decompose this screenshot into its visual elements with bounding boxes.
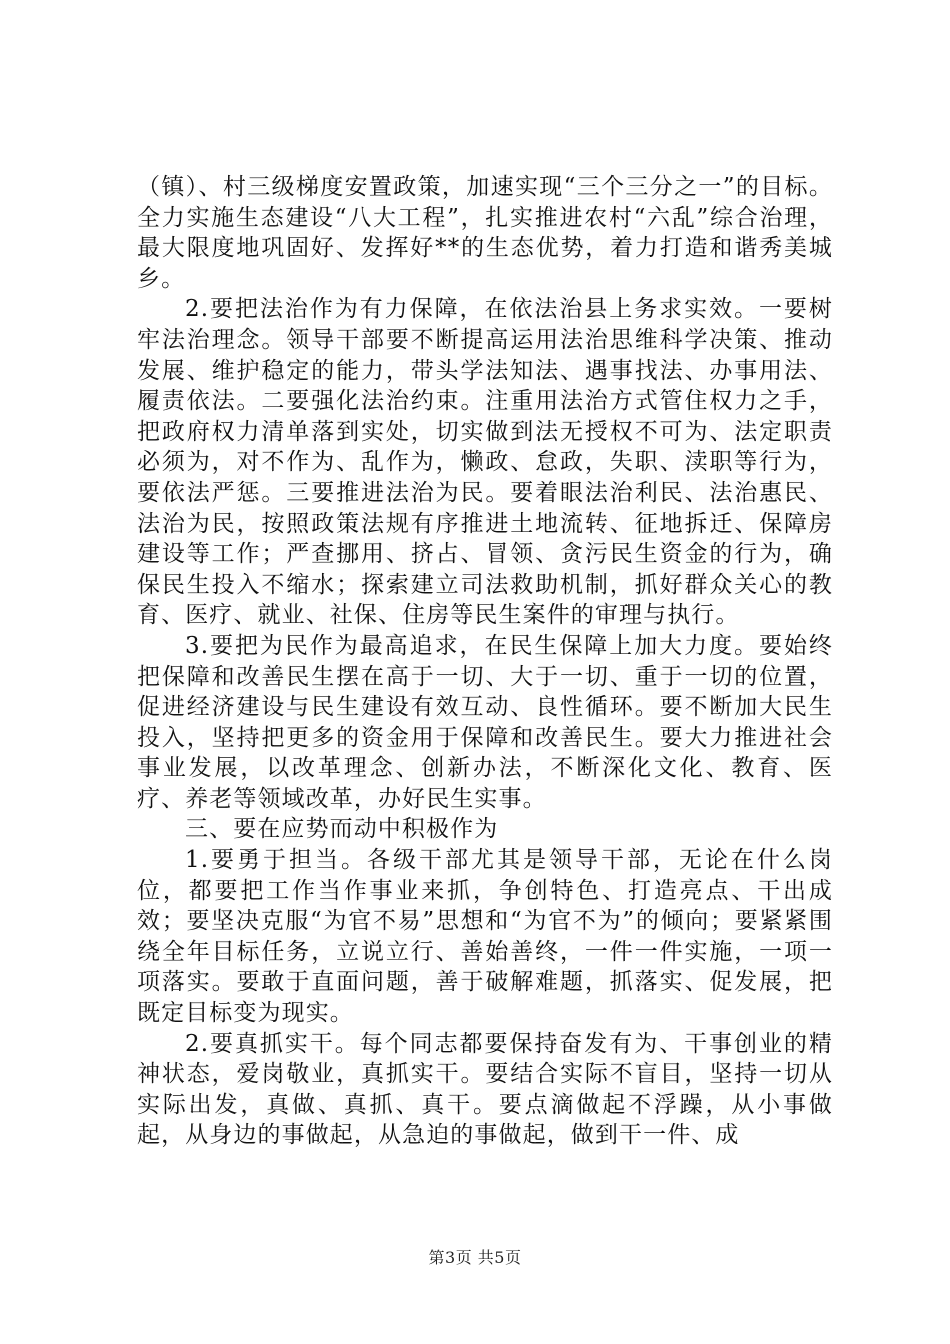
- paragraph-rule-of-law: 2.要把法治作为有力保障，在依法治县上务求实效。一要树牢法治理念。领导干部要不断提高运用法治思维科学决策、推动发展、维护稳定的能力，带头学法知法、遇事找法、办事用法、履责依法。二要强化法治约束。注重用法治方式管住权力之手，把政府权力清单落到实处，切实做到法无授权不可为、法定职责必须为，对不作为、乱作为，懒政、怠政，失职、渎职等行为，要依法严惩。三要推进法治为民。要着眼法治利民、法治惠民、法治为民，按照政策法规有序推进土地流转、征地拆迁、保障房建设等工作；严查挪用、挤占、冒领、贪污民生资金的行为，确保民生投入不缩水；探索建立司法救助机制，抓好群众关心的教育、医疗、就业、社保、住房等民生案件的审理与执行。: [137, 296, 833, 629]
- paragraph-responsibility: 1.要勇于担当。各级干部尤其是领导干部，无论在什么岗位，都要把工作当作事业来抓，争创特色、打造亮点、干出成效；要坚决克服“为官不易”思想和“为官不为”的倾向；要紧紧围绕全年目标任务，立说立行、善始善终，一件一件实施，一项一项落实。要敢于直面问题，善于破解难题，抓落实、促发展，把既定目标变为现实。: [137, 847, 833, 1027]
- section-heading: 三、要在应势而动中积极作为: [185, 816, 499, 843]
- page-number-footer: 第3页 共5页: [428, 1248, 522, 1267]
- paragraph-continuation: （镇）、村三级梯度安置政策，加速实现“三个三分之一”的目标。全力实施生态建设“八大工程”，扎实推进农村“六乱”综合治理，最大限度地巩固好、发挥好**的生态优势，着力打造和谐秀美城乡。: [137, 174, 833, 292]
- paragraph-practical-work: 2.要真抓实干。每个同志都要保持奋发有为、干事创业的精神状态，爱岗敬业，真抓实干。要结合实际不盲目，坚持一切从实际出发，真做、真抓、真干。要点滴做起不浮躁，从小事做起，从身边的事做起，从急迫的事做起，做到干一件、成: [137, 1030, 833, 1149]
- paragraph-livelihood: 3.要把为民作为最高追求，在民生保障上加大力度。要始终把保障和改善民生摆在高于一切、大于一切、重于一切的位置，促进经济建设与民生建设有效互动、良性循环。要不断加大民生投入，坚持把更多的资金用于保障和改善民生。要大力推进社会事业发展，以改革理念、创新办法，不断深化文化、教育、医疗、养老等领域改革，办好民生实事。: [137, 632, 833, 812]
- document-body: [137, 172, 833, 1151]
